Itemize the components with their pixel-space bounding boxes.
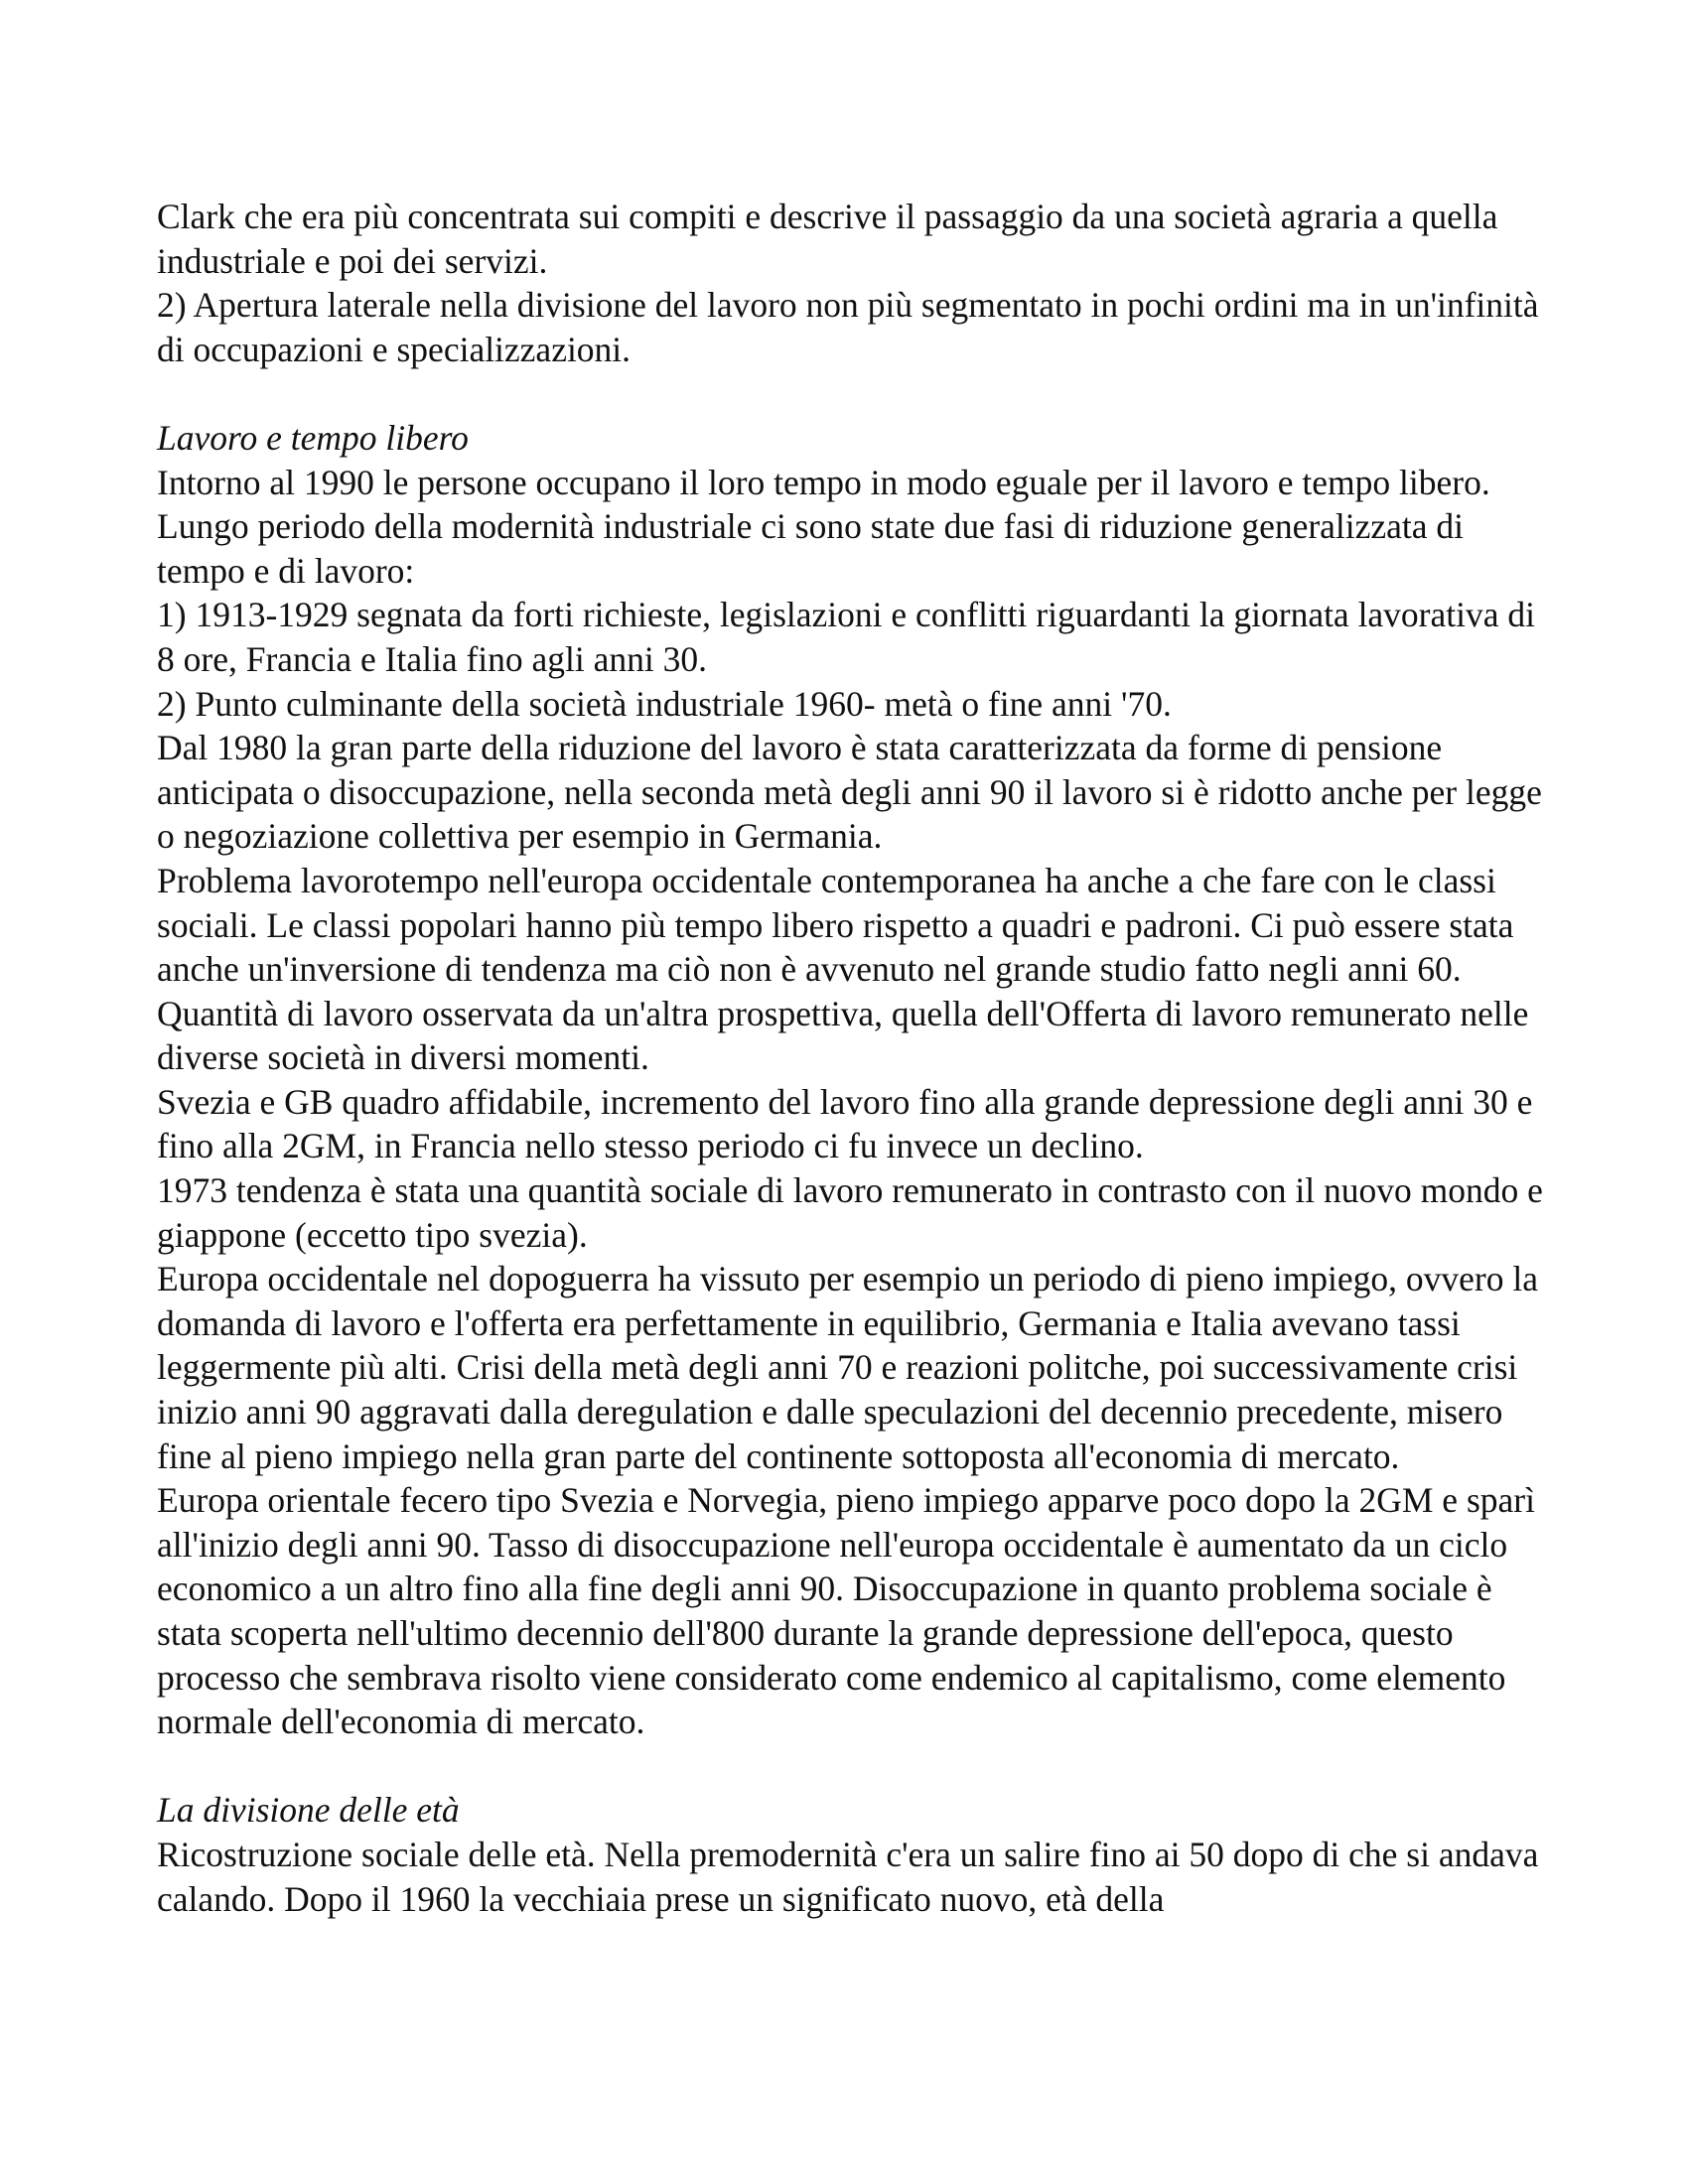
lavoro-paragraph-2: 1) 1913-1929 segnata da forti richieste, legislazioni e conflitti riguardanti la giornata lavorativa di 8 ore, Francia e Italia fino agli anni 30. [157,595,1535,679]
blank-line [157,371,1547,416]
blank-line [157,1744,1547,1789]
lavoro-paragraph-7: Svezia e GB quadro affidabile, incremento del lavoro fino alla grande depressione degli anni 30 e fino alla 2GM, in Francia nello stesso periodo ci fu invece un declino. [157,1081,1533,1166]
lavoro-paragraph-5: Problema lavorotempo nell'europa occidentale contemporanea ha anche a che fare con le classi sociali. Le classi popolari hanno più tempo libero rispetto a quadri e padroni. Ci può essere stata anche un'inversione di tendenza ma ciò non è avvenuto nel grande studio fatto negli anni 60. [157,860,1514,990]
lavoro-paragraph-9: Europa occidentale nel dopoguerra ha vissuto per esempio un periodo di pieno impiego, ovvero la domanda di lavoro e l'offerta era perfettamente in equilibrio, Germania e Italia avevano tassi leggermente più alti. Crisi della metà degli anni 70 e reazioni politche, poi successivamente crisi inizio anni 90 aggravati dalla deregulation e dalle speculazioni del decennio precedente, misero fine al pieno impiego nella gran parte del continente sottoposta all'economia di mercato. [157,1259,1539,1476]
lavoro-paragraph-8: 1973 tendenza è stata una quantità sociale di lavoro remunerato in contrasto con il nuovo mondo e giappone (eccetto tipo svezia). [157,1170,1543,1255]
lavoro-paragraph-1: Intorno al 1990 le persone occupano il loro tempo in modo eguale per il lavoro e tempo libero. Lungo periodo della modernità industriale ci sono state due fasi di riduzione generalizzata di tempo e di lavoro: [157,462,1490,591]
eta-section [157,1788,1547,1921]
intro-paragraph-2: 2) Apertura laterale nella divisione del lavoro non più segmentato in pochi ordini ma in un'infinità di occupazioni e specializzazioni. [157,285,1539,369]
lavoro-section [157,416,1547,1744]
lavoro-paragraph-6: Quantità di lavoro osservata da un'altra prospettiva, quella dell'Offerta di lavoro remunerato nelle diverse società in diversi momenti. [157,993,1529,1078]
intro-paragraph-1: Clark che era più concentrata sui compiti e descrive il passaggio da una società agraria a quella industriale e poi dei servizi. [157,197,1498,281]
document-page [157,195,1547,1921]
section-heading-eta: La divisione delle età [157,1790,460,1831]
lavoro-paragraph-3: 2) Punto culminante della società industriale 1960- metà o fine anni '70. [157,683,1172,724]
lavoro-paragraph-4: Dal 1980 la gran parte della riduzione del lavoro è stata caratterizzata da forme di pensione anticipata o disoccupazione, nella seconda metà degli anni 90 il lavoro si è ridotto anche per legge o negoziazione collettiva per esempio in Germania. [157,728,1542,857]
lavoro-paragraph-10: Europa orientale fecero tipo Svezia e Norvegia, pieno impiego apparve poco dopo la 2GM e sparì all'inizio degli anni 90. Tasso di disoccupazione nell'europa occidentale è aumentato da un ciclo economico a un altro fino alla fine degli anni 90. Disoccupazione in quanto problema sociale è stata scoperta nell'ultimo decennio dell'800 durante la grande depressione dell'epoca, questo processo che sembrava risolto viene considerato come endemico al capitalismo, come elemento normale dell'economia di mercato. [157,1480,1535,1742]
intro-section [157,195,1547,371]
eta-paragraph-1: Ricostruzione sociale delle età. Nella premodernità c'era un salire fino ai 50 dopo di che si andava calando. Dopo il 1960 la vecchiaia prese un significato nuovo, età della [157,1834,1539,1919]
section-heading-lavoro: Lavoro e tempo libero [157,417,469,458]
